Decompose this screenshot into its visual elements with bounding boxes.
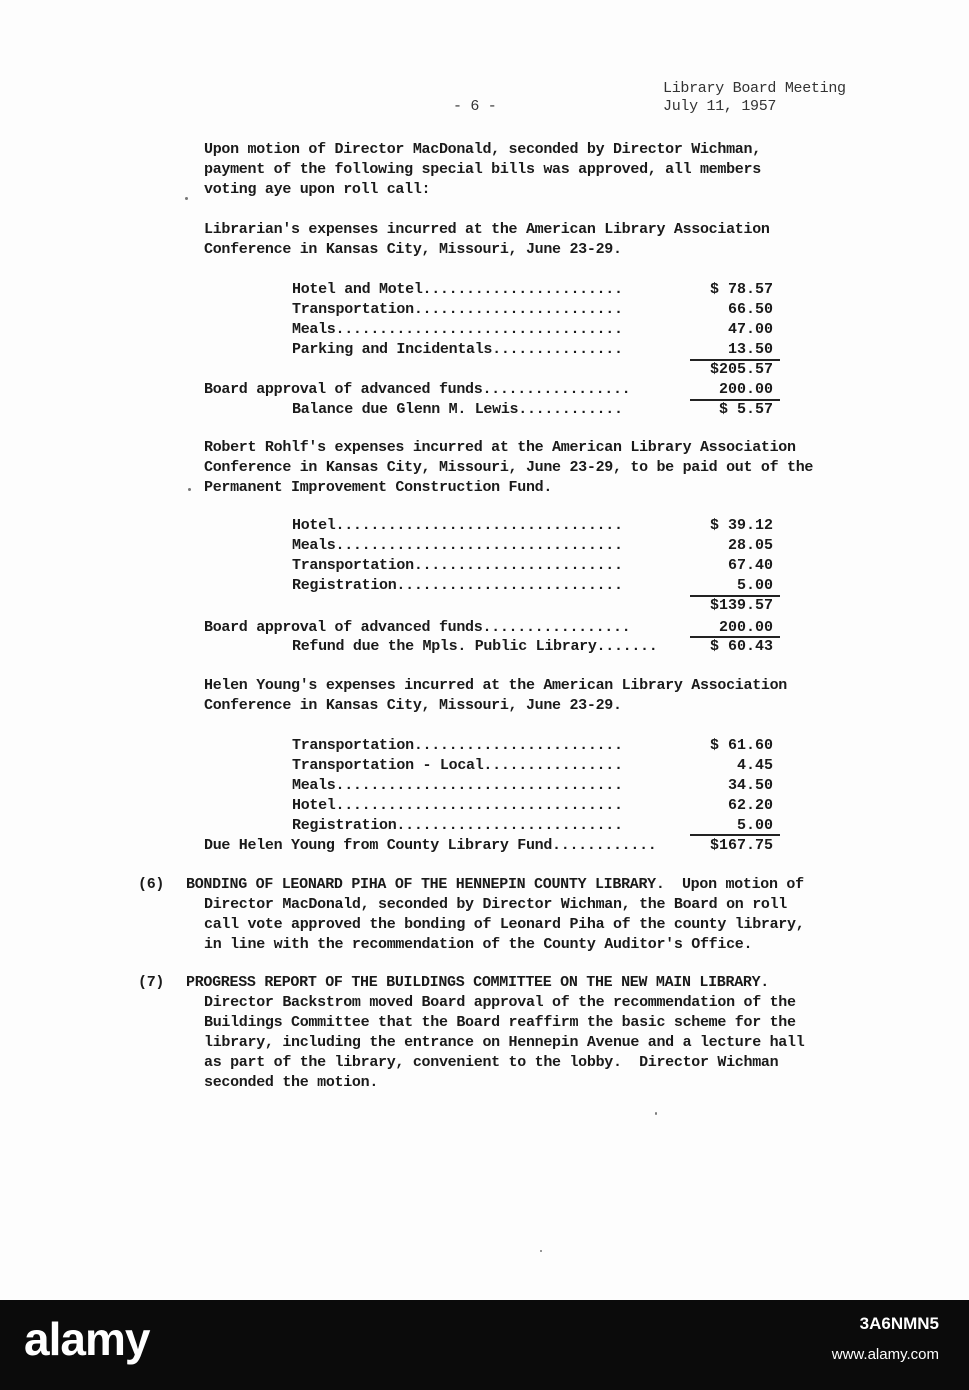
expense-amount: 28.05	[727, 537, 773, 554]
intro-line: payment of the following special bills was approved, all members	[204, 161, 761, 178]
header-title: Library Board Meeting	[663, 80, 846, 97]
section7-line: as part of the library, convenient to the lobby. Director Wichman	[204, 1054, 779, 1071]
expense-amount: 47.00	[727, 321, 773, 338]
section6-line: in line with the recommendation of the County Auditor's Office.	[204, 936, 753, 953]
section6-line: Director MacDonald, seconded by Director Wichman, the Board on roll	[204, 896, 787, 913]
advance-label: Board approval of advanced funds.................	[204, 619, 631, 636]
advance-amount: 200.00	[718, 381, 773, 398]
expense-label: Hotel and Motel.......................	[292, 281, 623, 298]
section7-line: Buildings Committee that the Board reaffirm the basic scheme for the	[204, 1014, 796, 1031]
expense-label: Meals.................................	[292, 537, 623, 554]
expense-amount: 5.00	[736, 817, 773, 834]
expense-amount: 34.50	[727, 777, 773, 794]
rohlf-intro: Conference in Kansas City, Missouri, June 23-29, to be paid out of the	[204, 459, 814, 476]
header-date: July 11, 1957	[663, 98, 777, 115]
section-number: (6)	[138, 876, 165, 893]
section7-line: library, including the entrance on Hennepin Avenue and a lecture hall	[204, 1034, 805, 1051]
advance-label: Board approval of advanced funds.................	[204, 381, 631, 398]
scan-speck	[185, 197, 188, 200]
section7-line: PROGRESS REPORT OF THE BUILDINGS COMMITTEE ON THE NEW MAIN LIBRARY.	[186, 974, 769, 991]
expense-label: Transportation - Local................	[292, 757, 623, 774]
intro-line: voting aye upon roll call:	[204, 181, 431, 198]
rohlf-intro: Permanent Improvement Construction Fund.	[204, 479, 553, 496]
scan-speck	[188, 488, 191, 491]
site-url[interactable]: www.alamy.com	[831, 1346, 939, 1363]
expense-label: Hotel.................................	[292, 797, 623, 814]
due-label: Due Helen Young from County Library Fund............	[204, 837, 657, 854]
expense-amount: 13.50	[727, 341, 773, 358]
section7-line: seconded the motion.	[204, 1074, 379, 1091]
balance-amount: $ 5.57	[718, 401, 773, 418]
page-number: - 6 -	[453, 98, 497, 115]
balance-amount: $ 60.43	[709, 638, 773, 655]
section6-line: call vote approved the bonding of Leonard Piha of the county library,	[204, 916, 805, 933]
expense-amount: $ 78.57	[709, 281, 773, 298]
balance-label: Refund due the Mpls. Public Library.......	[292, 638, 658, 655]
due-amount: $167.75	[709, 837, 773, 854]
expense-amount: 4.45	[736, 757, 773, 774]
subtotal-amount: $205.57	[709, 361, 773, 378]
scan-speck	[540, 1250, 542, 1252]
balance-label: Balance due Glenn M. Lewis............	[292, 401, 623, 418]
section7-line: Director Backstrom moved Board approval of the recommendation of the	[204, 994, 796, 1011]
rohlf-intro: Robert Rohlf's expenses incurred at the American Library Association	[204, 439, 796, 456]
librarian-intro: Librarian's expenses incurred at the American Library Association	[204, 221, 770, 238]
subtotal-amount: $139.57	[709, 597, 773, 614]
expense-amount: 62.20	[727, 797, 773, 814]
expense-label: Transportation........................	[292, 301, 623, 318]
expense-label: Meals.................................	[292, 777, 623, 794]
intro-line: Upon motion of Director MacDonald, seconded by Director Wichman,	[204, 141, 761, 158]
advance-amount: 200.00	[718, 619, 773, 636]
young-intro: Helen Young's expenses incurred at the American Library Association	[204, 677, 787, 694]
image-id: 3A6NMN5	[859, 1314, 939, 1333]
scan-speck	[655, 1112, 657, 1115]
expense-label: Parking and Incidentals...............	[292, 341, 623, 358]
librarian-intro: Conference in Kansas City, Missouri, June 23-29.	[204, 241, 622, 258]
expense-label: Meals.................................	[292, 321, 623, 338]
expense-amount: 5.00	[736, 577, 773, 594]
section6-line: BONDING OF LEONARD PIHA OF THE HENNEPIN COUNTY LIBRARY. Upon motion of	[186, 876, 804, 893]
expense-amount: 66.50	[727, 301, 773, 318]
expense-label: Transportation........................	[292, 737, 623, 754]
expense-amount: $ 39.12	[709, 517, 773, 534]
expense-label: Hotel.................................	[292, 517, 623, 534]
expense-amount: $ 61.60	[709, 737, 773, 754]
alamy-logo: alamy	[24, 1313, 150, 1365]
section-number: (7)	[138, 974, 165, 991]
expense-amount: 67.40	[727, 557, 773, 574]
expense-label: Transportation........................	[292, 557, 623, 574]
young-intro: Conference in Kansas City, Missouri, June 23-29.	[204, 697, 622, 714]
expense-label: Registration..........................	[292, 817, 623, 834]
expense-label: Registration..........................	[292, 577, 623, 594]
